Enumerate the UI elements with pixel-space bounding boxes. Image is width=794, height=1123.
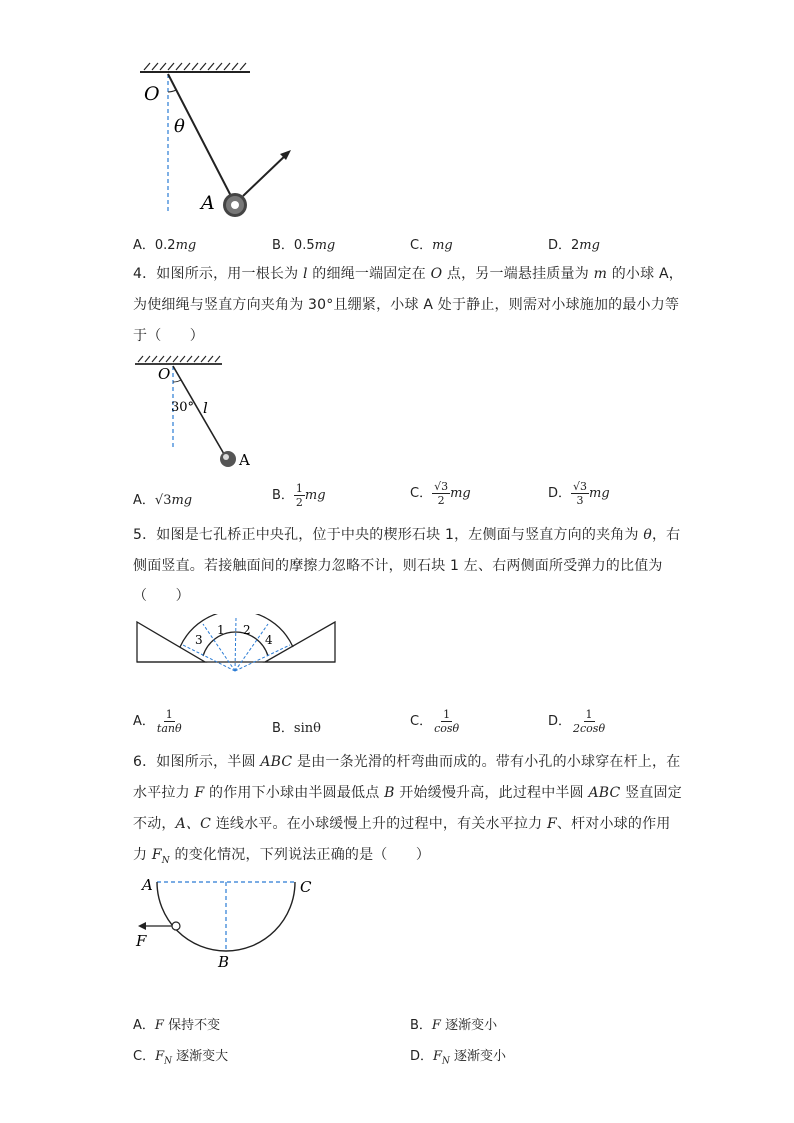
q4-stem-line-3: 于（ ） [133,328,204,344]
q5-stem-line-2: 侧面竖直。若接触面间的摩擦力忽略不计，则石块 1 左、右两侧面所受弹力的比值为 [133,558,663,574]
block-4-label: 4 [265,633,273,647]
q5-stem-line-3: （ ） [133,588,190,604]
q6-stem-line-3: 不动，A、C 连线水平。在小球缓慢上升的过程中，有关水平拉力 F、杆对小球的作用 [133,816,671,832]
q4-stem-line-1: 4．如图所示，用一根长为 l 的细绳一端固定在 O 点，另一端悬挂质量为 m 的小球 A， [133,266,683,282]
q4-option-b[interactable]: B． $\frac{1}{2}$ mg [272,482,326,509]
q3-option-a[interactable]: A．0.2mg [133,238,197,253]
fig2-label-o: O [158,365,171,383]
q5-option-a[interactable]: A． $\frac{1}{\tan\theta}$ [133,708,182,735]
force-f-label: F [136,932,147,950]
fig1-label-o: O [144,83,160,105]
q4-option-d[interactable]: D． $\frac{√3}{3}$ mg [548,480,610,507]
block-2-label: 2 [243,623,251,637]
q6-option-a[interactable]: A．F 保持不变 [133,1018,221,1033]
q6-option-d[interactable]: D．$F_N$ 逐渐变小 [410,1049,507,1067]
q6-option-c[interactable]: C．$F_N$ 逐渐变大 [133,1049,229,1067]
q6-option-b[interactable]: B．F 逐渐变小 [410,1018,498,1033]
pendulum-figure-1 [130,60,310,225]
q3-option-d[interactable]: D．2mg [548,238,600,253]
block-1-label: 1 [217,623,225,637]
semicircle-rod-figure [130,870,330,972]
q5-option-c[interactable]: C． $\frac{1}{\cos\theta}$ [410,708,460,735]
q6-stem-line-4: 力 $F_N$ 的变化情况，下列说法正确的是（ ） [133,847,431,866]
q5-option-b[interactable]: B．sinθ [272,721,321,736]
fig1-label-theta: θ [174,116,185,137]
block-3-label: 3 [195,633,203,647]
q4-option-c[interactable]: C． $\frac{√3}{2}$ mg [410,480,471,507]
q4-stem-line-2: 为使细绳与竖直方向夹角为 30°且绷紧，小球 A 处于静止，则需对小球施加的最小力等 [133,297,680,313]
q5-option-d[interactable]: D． $\frac{1}{2\cos\theta}$ [548,708,606,735]
fig2-label-l: l [203,399,208,417]
fig2-label-a: A [239,451,250,469]
q3-option-c[interactable]: C．mg [410,238,453,253]
fig1-label-a: A [201,192,215,214]
q6-stem-line-2: 水平拉力 F 的作用下小球由半圆最低点 B 开始缓慢升高，此过程中半圆 ABC 竖直固定 [133,785,682,801]
point-a-label: A [142,876,153,894]
bridge-arch-figure [135,614,340,674]
point-c-label: C [300,878,312,896]
q5-stem-line-1: 5．如图是七孔桥正中央孔，位于中央的楔形石块 1，左侧面与竖直方向的夹角为 θ，右 [133,527,681,543]
q6-stem-line-1: 6．如图所示，半圆 ABC 是由一条光滑的杆弯曲而成的。带有小孔的小球穿在杆上，在 [133,754,681,770]
fig2-label-angle: 30° [171,400,195,415]
pendulum-figure-2 [130,352,270,477]
q4-option-a[interactable]: A．√3mg [133,493,193,508]
q3-option-b[interactable]: B．0.5mg [272,238,336,253]
point-b-label: B [218,953,230,971]
